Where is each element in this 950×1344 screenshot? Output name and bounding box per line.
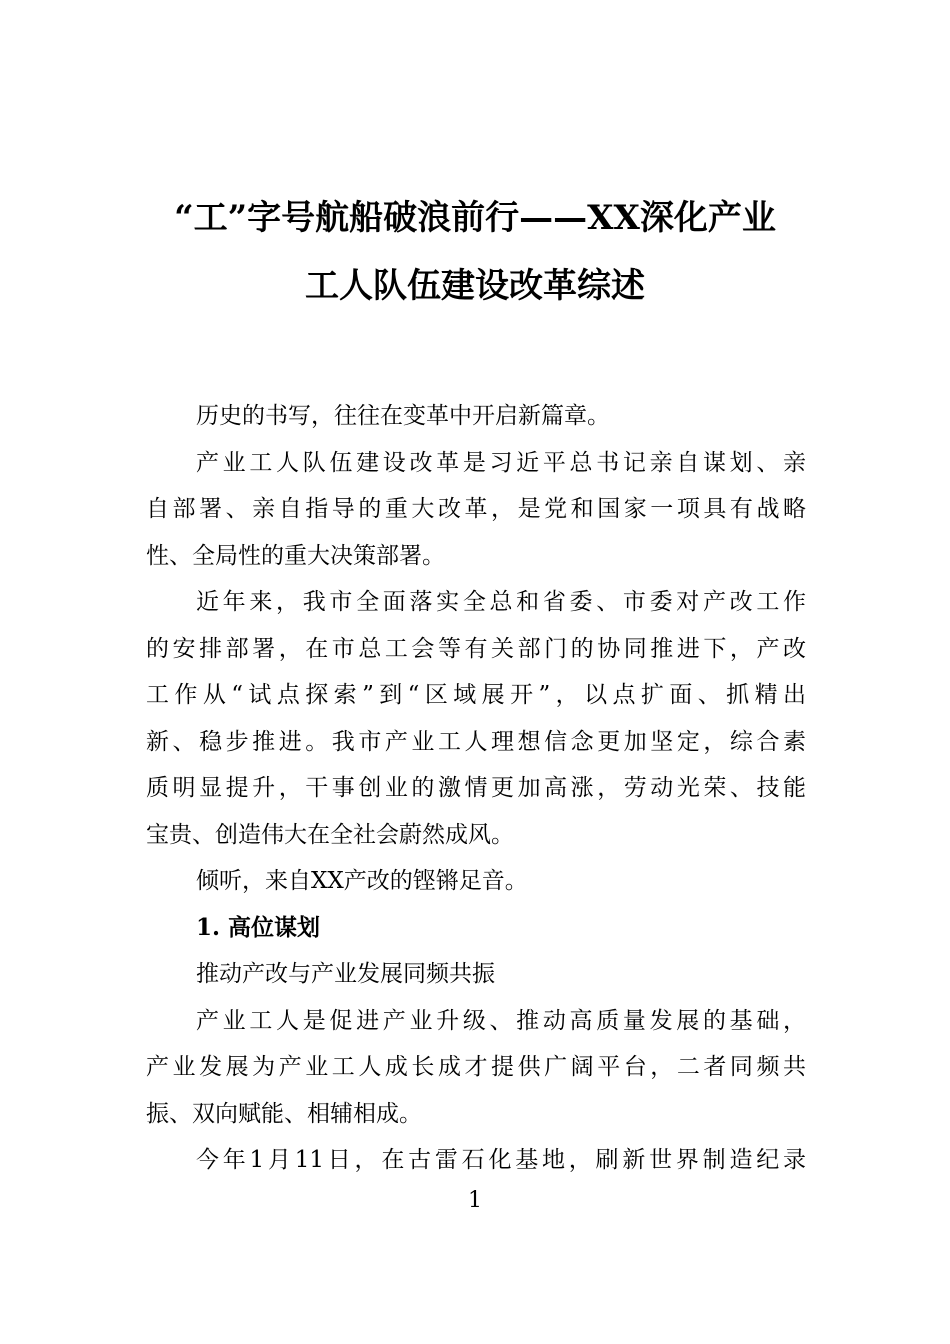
paragraph-line: 的安排部署，在市总工会等有关部门的协同推进下，产改 <box>146 635 806 662</box>
paragraph-line: 宝贵、创造伟大在全社会蔚然成风。 <box>146 821 514 848</box>
paragraph-line: 今年1月11日，在古雷石化基地，刷新世界制造纪录 <box>196 1147 806 1173</box>
section-heading: 1. 高位谋划 <box>196 913 321 941</box>
document-title-line-1: “工”字号航船破浪前行——XX深化产业 <box>174 198 776 238</box>
section-subheading: 推动产改与产业发展同频共振 <box>196 961 495 987</box>
document-body <box>146 397 806 1188</box>
paragraph-line: 振、双向赋能、相辅相成。 <box>146 1100 422 1127</box>
paragraph-line: 新、稳步推进。我市产业工人理想信念更加坚定，综合素 <box>146 728 806 755</box>
paragraph-line: 产业发展为产业工人成长成才提供广阔平台，二者同频共 <box>146 1054 806 1080</box>
paragraph-line: 性、全局性的重大决策部署。 <box>146 542 445 569</box>
paragraph-line: 自部署、亲自指导的重大改革，是党和国家一项具有战略 <box>146 496 806 522</box>
page-number: 1 <box>468 1188 482 1213</box>
paragraph-line: 历史的书写，往往在变革中开启新篇章。 <box>196 403 610 429</box>
paragraph-line: 倾听，来自XX产改的铿锵足音。 <box>196 868 528 894</box>
paragraph-line: 产业工人队伍建设改革是习近平总书记亲自谋划、亲 <box>196 449 806 476</box>
paragraph-line: 工作从“试点探索”到“区域展开”，以点扩面、抓精出 <box>146 682 806 708</box>
paragraph-line: 产业工人是促进产业升级、推动高质量发展的基础， <box>196 1007 806 1034</box>
document-title-line-2: 工人队伍建设改革综述 <box>305 266 645 306</box>
paragraph-line: 近年来，我市全面落实全总和省委、市委对产改工作 <box>196 589 806 615</box>
paragraph-line: 质明显提升，干事创业的激情更加高涨，劳动光荣、技能 <box>146 775 806 801</box>
